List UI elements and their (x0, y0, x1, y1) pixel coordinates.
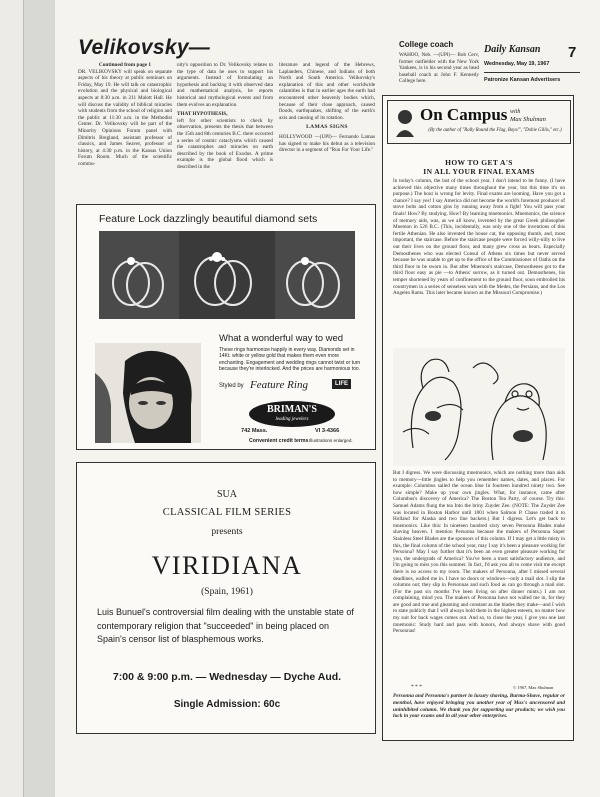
diamond-ring-ad (76, 204, 376, 450)
article-col-3-text: literature and legend of the Hebrews, Laplanders, Chinese, and Indians of both North and South America. Velikovsky's explanation of this and other worldwide calamities is that in earlier ages the earth had encountered other heavenly bodies which, because of their close approach, caused floods, earthquakes, shifting of the earth's axis and causing of its rotation. (279, 62, 375, 121)
column-footer: Personna and Personna's partner in luxury shaving, Burma-Shave, regular or menthol, have enjoyed bringing you another year of Max's uncensored and uninhibited column. We thank you for supporting our products; we wish you luck in your exams and in all your other enterprises. (393, 693, 565, 720)
column-headline-2: IN ALL YOUR FINAL EXAMS (423, 167, 535, 176)
feature-ring-brand: Feature Ring (250, 379, 308, 391)
column-body-1: In today's column, the last of the school year, I don't intend to be funny. (I have achieved this objective many times throughout the year, but this time it's on purpose.) The hour is wrong for levity. Final exams are looming. Have you got a chance? I say yes! I say America did not become the world's foremost producer of stove bolts and cotton gins by running away from a fight! You will pass your finals! How? By studying. How? By learning mnemonics. Mnemonics, the science of memory aids, was, as we all know, invented by the great Greek philosopher Mnemon in 526 B.C. (This, incidentally, was only one of the inventions of this fertile Athenian. He also invented the house cat, the opposing thumb, and, most important, the staircase. Before the staircase people were forced willy-nilly to live out their lives on the ground floor, and many grew cross as bears. Especially Demosthenes who was elected Consul of Athens six times but never served because he was unable to get up to the office of the Commissioner of Oaths on the third floor to be sworn in. But after Mnemon's staircase, Demosthenes got to the third floor easy as pie —to Athens' sorrow, as it turned out. Demosthenes, his temper shortened by years of confinement to the ground floor, soon embroiled his countrymen in a series of senseless wars with the Medes, the Persians, and the Los Angeles Rams. This later became known as the Missouri Compromise.) (393, 178, 565, 297)
copyright-line: © 1967, Max Shulman (513, 685, 554, 690)
ad-body: These rings harmonize happily in every way. Diamonds set in 14Kt. white or yellow gold that makes them even more enchanting. Engagement and wedding rings cannot twist or turn because they're interlocked. And the prices are harmonious too. (219, 347, 361, 372)
couple-photo (95, 343, 201, 443)
film-series-ad (76, 462, 376, 734)
article-col-2 (177, 62, 273, 171)
article-col-2b-text: left for other scientists to check by observation, presents the thesis that between the 15th and 8th centuries B.C. there occurred a series of cosmic cataclysms which caused the catastrophes and miracles on earth described by the book of Exodus. A prime example is the global flood which is described in the (177, 117, 273, 170)
article-col-2a-text: nity's opposition to Dr. Velikovsky relates to the type of data he uses to support his arguments. Instead of formulating an hypothesis and backing it with observed data and mathematical analysis, he reports historical and mythological events and from them evolves an explanation. (177, 62, 273, 108)
illustrations-note: Illustrations enlarged. (309, 438, 353, 443)
article-col-1-text: DR. VELIKOVSKY will speak on separate aspects of his theory at public seminars on Friday, May 19. He will talk on catastrophic evolution and the physical and biological aspects at 8:30 a.m. in 211 Malott Hall. He will discuss the validity of biblical miracles with students from the school of religion and the public at 11:30 a.m. in the Methodist Center. Dr. Velikovsky will be part of the Minority Opinions Forum panel with Dimitris Bregland, assistant professor of classics, and James Seaver, professor of history, at 4:30 p.m. in the Kansas Union Forum Room. Much of the scientific commu- (78, 68, 172, 167)
college-coach-text: WAHOO, Neb. —(UPI)— Bob Cerv, former outfielder with the New York Yankees, is in his second year as head baseball coach at John F. Kennedy College here. (399, 52, 479, 85)
film-description: Luis Bunuel's controversial film dealing with the unstable state of contemporary religion that "succeeded" in being placed on Spain's censor list of blasphemous works. (97, 607, 354, 644)
article-col-1 (78, 62, 172, 168)
column-masthead (387, 100, 571, 144)
store-tagline: leading jewelers (275, 417, 309, 422)
film-org: SUA (216, 489, 237, 500)
column-headline-1: HOW TO GET A'S (445, 158, 513, 167)
lamas-headline: LAMAS SIGNS (306, 124, 348, 131)
on-campus-byline: (By the author of "Rally Round the Flag, Boys!", "Dobie Gillis," etc.) (428, 128, 562, 133)
lamas-text: HOLLYWOOD —(UPI)— Fernando Lamas has signed to make his debut as a television director in a segment of "Run For Your Life." (279, 133, 375, 154)
on-campus-column (382, 95, 574, 741)
styled-by-label: Styled by (219, 383, 244, 389)
credit-terms: Convenient credit terms (249, 438, 309, 444)
film-admission: Single Admission: 60c (173, 699, 281, 710)
velikovsky-headline: Velikovsky— (78, 36, 211, 59)
brimans-logo (249, 401, 335, 427)
store-name: BRIMAN'S (266, 404, 317, 415)
rings-illustration (99, 231, 355, 319)
life-logo: LIFE (332, 379, 351, 389)
article-col-3 (279, 62, 375, 154)
patronize-line: Patronize Kansan Advertisers (484, 77, 561, 83)
film-showtimes: 7:00 & 9:00 p.m. — Wednesday — Dyche Aud. (112, 671, 342, 683)
paper-name: Daily Kansan (484, 44, 541, 55)
continued-note: Continued from page 1 (98, 62, 152, 68)
on-campus-title: On Campus (420, 105, 508, 124)
ad-subhead: What a wonderful way to wed (219, 333, 344, 344)
divider (484, 72, 580, 73)
store-phone: VI 3-4366 (315, 428, 340, 434)
film-title: VIRIDIANA (151, 551, 303, 580)
film-year: (Spain, 1961) (201, 587, 253, 597)
stars-divider: * * * (411, 684, 422, 690)
on-campus-with: with (510, 109, 521, 115)
film-presents: presents (211, 527, 243, 537)
store-address: 742 Mass. (241, 428, 268, 434)
page-number: 7 (568, 44, 577, 61)
article-subhead: THAT HYPOTHESIS, (177, 111, 228, 118)
author-portrait-icon (394, 107, 416, 137)
ad-headline: Feature Lock dazzlingly beautiful diamond sets (99, 213, 318, 225)
on-campus-author: Max Shulman (510, 116, 546, 123)
issue-date: Wednesday, May 19, 1967 (484, 61, 550, 67)
film-series-name: CLASSICAL FILM SERIES (162, 507, 292, 518)
college-coach-headline: College coach (399, 40, 454, 49)
column-body-2: But I digress. We were discussing mnemonics, which are nothing more than aids to memory—little jingles to help you remember names, dates, and places. For example: Columbus sailed the ocean blue In fourteen hundred ninety two. See how simple? Make up your own jingles. What, for instance, came after Columbus's discovery of America? The Boston Tea Party, of course. Try this: Samuel Adams flung the tea Into the briny Zuyder Zee. (NOTE: The Zuyder Zee was located in Boston Harbor until 1801 when Salmon P. Chase traded it to Holland for Alaska and two line backers.) But I digress. Let's get back to mnemonics. Like this: In nineteen hundred sixty seven Personna Blades make shaving heaven. I mention Personna because the makers of Personna Super Stainless Steel Blades are the sponsors of this column. If I may get a little misty in this, the final column of the school year, may I say it's been a pleasure working for Personna? May I say further that it's been an even greater pleasure working for you, the undergrads of America? You've been a most satisfactory audience, and I'm going to miss you this summer. In fact, I'd ask you all to come visit me except there is no access to my room. The makers of Personna, after I missed several deadlines, walled me in. I have no doors or windows—only a mail slot. I slip the columns out; they slip in Personnas and such food as can go through a mail slot. (For the past six months I've been living on after dinner mints.) I am not complaining, mind you. The makers of Personna have not walled me in, for they are good and true and gleaming and constant as the blades they make—and I wish to state publicly that I will always hold them in the highest esteem, no matter how my suit for back wages comes out. And so, to close the year, I give you one last mnemonic: Study hard and pass with honors, And always shave with good Personnas! (393, 470, 565, 635)
cartoon-illustration (393, 348, 565, 466)
adjacent-page-edge (0, 0, 24, 797)
